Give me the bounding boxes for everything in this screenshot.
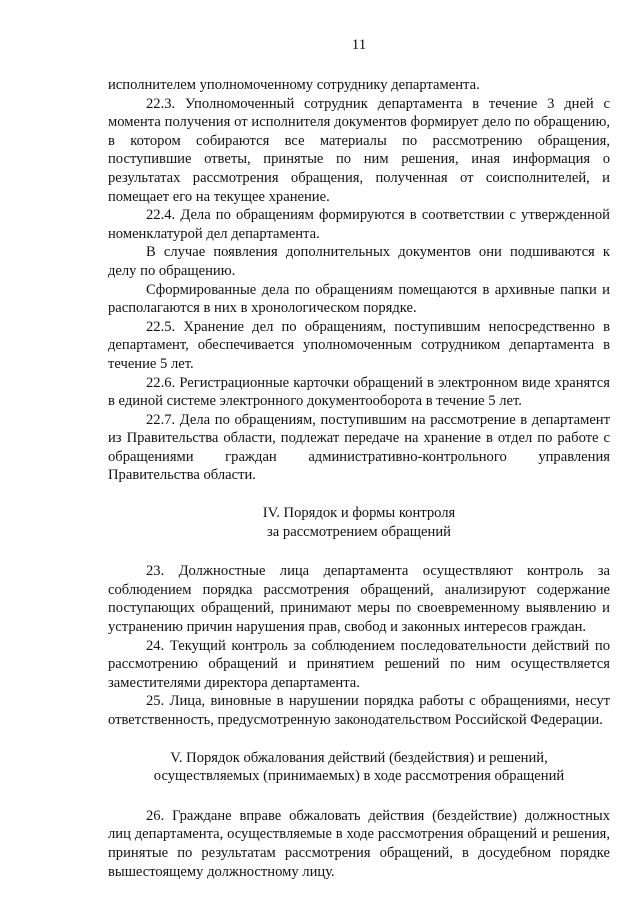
spacer — [108, 786, 610, 807]
paragraph-26: 26. Граждане вправе обжаловать действия (бездействие) должностных лиц департамента, осуществляемые в ходе рассмотрения обращений и решения, принятые по результатам рассмотрения обращений, в досудебном порядке вышестоящему должностному лицу. — [108, 807, 610, 880]
paragraph-group-3 — [108, 807, 610, 881]
paragraph-archive-folders: Сформированные дела по обращениям помещаются в архивные папки и располагаются в них в хронологическом порядке. — [108, 281, 610, 317]
section-heading-iv-line2: за рассмотрением обращений — [267, 523, 451, 540]
paragraph-additional-documents: В случае появления дополнительных документов они подшиваются к делу по обращению. — [108, 244, 610, 279]
paragraph-23: 23. Должностные лица департамента осуществляют контроль за соблюдением порядка рассмотрения обращений, анализируют содержание поступающих обращений, принимают меры по своевременному выявлению и устранению причин нарушения прав, свобод и законных интересов граждан. — [108, 563, 610, 636]
paragraph-22-7: 22.7. Дела по обращениям, поступившим на рассмотрение в департамент из Правительства области, подлежат передаче на хранение в отдел по работе с обращениями граждан административно-контрольного управления Правительства области. — [108, 411, 610, 484]
paragraph-group-2 — [108, 562, 610, 729]
section-heading-v-line1: V. Порядок обжалования действий (бездействия) и решений, — [170, 749, 548, 766]
section-heading-v — [108, 749, 610, 786]
spacer — [108, 730, 610, 749]
paragraph-22-4: 22.4. Дела по обращениям формируются в соответствии с утвержденной номенклатурой дел департамента. — [108, 207, 610, 242]
paragraph-22-3: 22.3. Уполномоченный сотрудник департамента в течение 3 дней с момента получения от исполнителя документов формирует дело по обращению, в котором собираются все материалы по рассмотрению обращения, поступившие ответы, принятые по ним решения, иная информация о результатах рассмотрения обращения, полученная от соисполнителей, и помещает его на текущее хранение. — [108, 95, 610, 205]
paragraph-25: 25. Лица, виновные в нарушении порядка работы с обращениями, несут ответственность, предусмотренную законодательством Российской Федерации. — [108, 693, 610, 728]
section-heading-v-line2: осуществляемых (принимаемых) в ходе рассмотрения обращений — [153, 768, 565, 785]
paragraph-22-6: 22.6. Регистрационные карточки обращений в электронном виде хранятся в единой системе электронного документооборота в течение 5 лет. — [108, 374, 610, 410]
paragraph-group-1 — [108, 76, 610, 485]
paragraph-24: 24. Текущий контроль за соблюдением последовательности действий по рассмотрению обращений и принятием решений по ним осуществляется заместителями директора департамента. — [108, 637, 610, 691]
spacer — [108, 541, 610, 562]
page-number: 11 — [351, 37, 367, 53]
section-heading-iv — [108, 504, 610, 541]
spacer — [108, 485, 610, 504]
paragraph-continuation: исполнителем уполномоченному сотруднику департамента. — [108, 77, 480, 93]
paragraph-22-5: 22.5. Хранение дел по обращениям, поступившим непосредственно в департамент, обеспечивается уполномоченным сотрудником департамента в течение 5 лет. — [108, 318, 610, 372]
section-heading-iv-line1: IV. Порядок и формы контроля — [262, 505, 456, 522]
document-page — [108, 36, 610, 881]
